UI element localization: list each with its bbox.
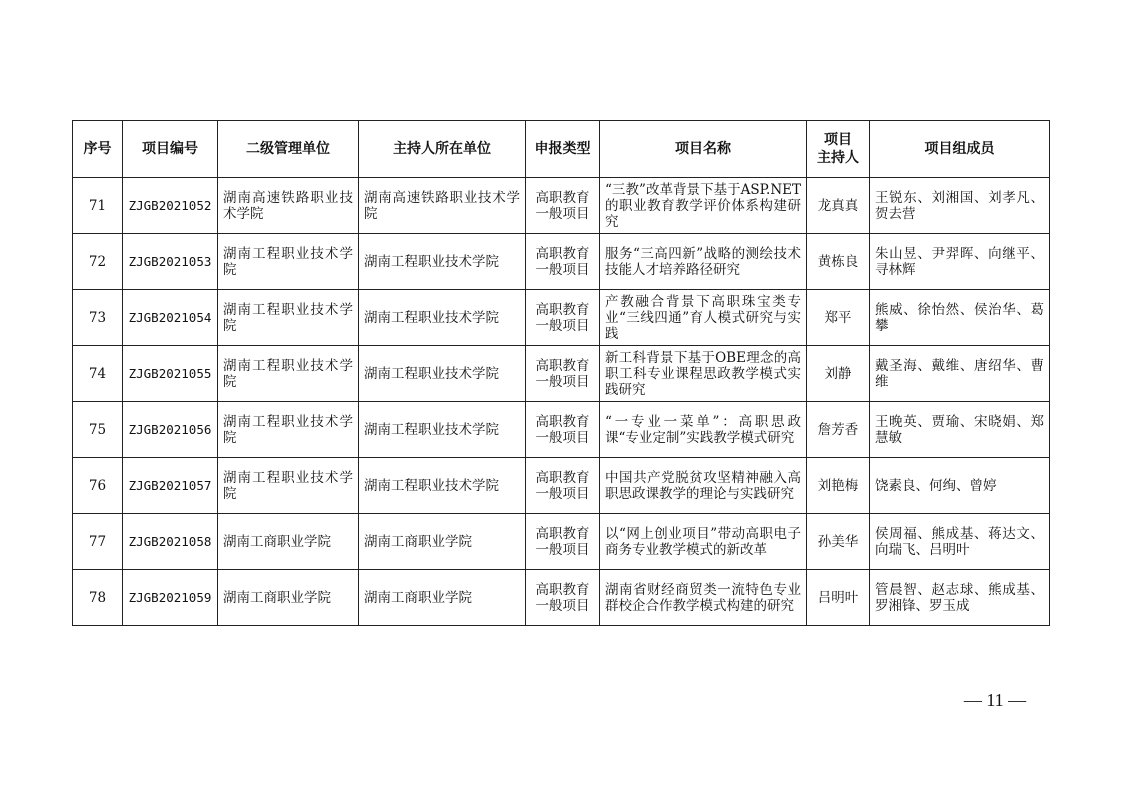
cell-unit: 湖南工商职业学院 (218, 570, 359, 626)
cell-host: 郑平 (807, 290, 870, 346)
cell-type: 高职教育一般项目 (526, 346, 600, 402)
cell-members: 饶素良、何绚、曾婷 (870, 458, 1050, 514)
table-row (73, 234, 1050, 290)
cell-host-unit: 湖南工程职业技术学院 (359, 346, 526, 402)
cell-code: ZJGB2021052 (123, 178, 218, 234)
cell-members: 侯周福、熊成基、蒋达文、向瑞飞、吕明叶 (870, 514, 1050, 570)
cell-name: 以“网上创业项目”带动高职电子商务专业教学模式的新改革 (600, 514, 807, 570)
cell-type: 高职教育一般项目 (526, 178, 600, 234)
project-table (72, 120, 1050, 626)
cell-code: ZJGB2021056 (123, 402, 218, 458)
table-row (73, 514, 1050, 570)
cell-name: 服务“三高四新”战略的测绘技术技能人才培养路径研究 (600, 234, 807, 290)
cell-host: 刘静 (807, 346, 870, 402)
cell-host: 吕明叶 (807, 570, 870, 626)
header-members: 项目组成员 (870, 121, 1050, 178)
cell-type: 高职教育一般项目 (526, 402, 600, 458)
cell-host-unit: 湖南工程职业技术学院 (359, 234, 526, 290)
cell-name: 新工科背景下基于OBE理念的高职工科专业课程思政教学模式实践研究 (600, 346, 807, 402)
header-serial: 序号 (73, 121, 123, 178)
cell-serial: 72 (73, 234, 123, 290)
cell-members: 王晚英、贾瑜、宋晓娟、郑慧敏 (870, 402, 1050, 458)
cell-code: ZJGB2021058 (123, 514, 218, 570)
cell-type: 高职教育一般项目 (526, 458, 600, 514)
cell-unit: 湖南工程职业技术学院 (218, 346, 359, 402)
cell-code: ZJGB2021053 (123, 234, 218, 290)
cell-members: 管晨智、赵志球、熊成基、罗湘锋、罗玉成 (870, 570, 1050, 626)
table-row (73, 402, 1050, 458)
cell-name: 中国共产党脱贫攻坚精神融入高职思政课教学的理论与实践研究 (600, 458, 807, 514)
cell-members: 王锐东、刘湘国、刘孝凡、贺去营 (870, 178, 1050, 234)
cell-type: 高职教育一般项目 (526, 570, 600, 626)
cell-name: 产教融合背景下高职珠宝类专业“三线四通”育人模式研究与实践 (600, 290, 807, 346)
cell-host: 龙真真 (807, 178, 870, 234)
cell-host-unit: 湖南工程职业技术学院 (359, 290, 526, 346)
cell-host: 孙美华 (807, 514, 870, 570)
table-row (73, 346, 1050, 402)
cell-host: 詹芳香 (807, 402, 870, 458)
header-code: 项目编号 (123, 121, 218, 178)
cell-serial: 73 (73, 290, 123, 346)
cell-code: ZJGB2021057 (123, 458, 218, 514)
cell-serial: 74 (73, 346, 123, 402)
cell-host-unit: 湖南工商职业学院 (359, 514, 526, 570)
header-type: 申报类型 (526, 121, 600, 178)
table-header-row (73, 121, 1050, 178)
cell-code: ZJGB2021054 (123, 290, 218, 346)
cell-members: 熊威、徐怡然、侯治华、葛攀 (870, 290, 1050, 346)
header-host-unit: 主持人所在单位 (359, 121, 526, 178)
cell-members: 戴圣海、戴维、唐绍华、曹维 (870, 346, 1050, 402)
header-unit: 二级管理单位 (218, 121, 359, 178)
cell-unit: 湖南工程职业技术学院 (218, 234, 359, 290)
table-row (73, 178, 1050, 234)
cell-name: “一专业一菜单”：高职思政课“专业定制”实践教学模式研究 (600, 402, 807, 458)
cell-type: 高职教育一般项目 (526, 234, 600, 290)
header-host: 项目 主持人 (807, 121, 870, 178)
cell-serial: 76 (73, 458, 123, 514)
cell-unit: 湖南工程职业技术学院 (218, 458, 359, 514)
cell-serial: 78 (73, 570, 123, 626)
table-row (73, 290, 1050, 346)
cell-code: ZJGB2021055 (123, 346, 218, 402)
cell-unit: 湖南工程职业技术学院 (218, 290, 359, 346)
cell-host: 黄栋良 (807, 234, 870, 290)
cell-name: “三教”改革背景下基于ASP.NET的职业教育教学评价体系构建研究 (600, 178, 807, 234)
cell-host-unit: 湖南工商职业学院 (359, 570, 526, 626)
cell-name: 湖南省财经商贸类一流特色专业群校企合作教学模式构建的研究 (600, 570, 807, 626)
header-name: 项目名称 (600, 121, 807, 178)
cell-members: 朱山昱、尹羿晖、向继平、寻林辉 (870, 234, 1050, 290)
table-row (73, 570, 1050, 626)
cell-host-unit: 湖南工程职业技术学院 (359, 402, 526, 458)
cell-unit: 湖南高速铁路职业技术学院 (218, 178, 359, 234)
page-number: — 11 — (963, 690, 1027, 710)
table-body (73, 178, 1050, 626)
cell-host: 刘艳梅 (807, 458, 870, 514)
cell-host-unit: 湖南工程职业技术学院 (359, 458, 526, 514)
cell-serial: 71 (73, 178, 123, 234)
cell-serial: 75 (73, 402, 123, 458)
cell-serial: 77 (73, 514, 123, 570)
cell-unit: 湖南工商职业学院 (218, 514, 359, 570)
cell-host-unit: 湖南高速铁路职业技术学院 (359, 178, 526, 234)
table-row (73, 458, 1050, 514)
cell-unit: 湖南工程职业技术学院 (218, 402, 359, 458)
cell-type: 高职教育一般项目 (526, 290, 600, 346)
cell-type: 高职教育一般项目 (526, 514, 600, 570)
cell-code: ZJGB2021059 (123, 570, 218, 626)
